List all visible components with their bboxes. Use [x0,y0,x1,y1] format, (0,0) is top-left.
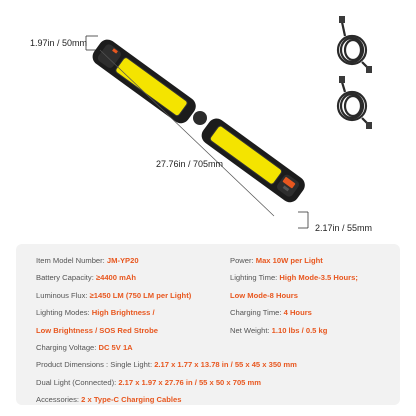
spec-label: Charging Voltage: [36,343,99,352]
height-arrow [298,212,308,228]
spec-row [36,343,133,352]
spec-row [36,326,158,335]
spec-label: Power: [230,256,256,265]
spec-row [230,273,358,282]
work-light-icon [89,36,199,127]
spec-value: 2 x Type-C Charging Cables [81,395,182,405]
spec-value: Low Brightness / SOS Red Strobe [36,325,158,335]
spec-row [36,273,136,282]
spec-row [36,378,261,387]
spec-label: Item Model Number: [36,256,107,265]
spec-value: 2.17 x 1.77 x 13.78 in / 55 x 45 x 350 mm [154,360,297,370]
spec-row [230,291,298,300]
length-arrow [100,50,274,216]
spec-label: Accessories: [36,395,82,405]
height-dimension: 2.17in / 55mm [315,223,373,233]
spec-row [230,308,312,317]
spec-row [36,308,155,317]
spec-row [36,291,191,300]
spec-label: Dual Light (Connected): [36,377,119,387]
spec-value: Max 10W per Light [255,256,323,265]
spec-label: Product Dimensions : Single Light: [36,360,155,370]
spec-value: High Brightness / [91,308,155,318]
spec-value: 1.10 lbs / 0.5 kg [271,325,328,335]
spec-label: Luminous Flux: [36,290,90,300]
spec-value: 4 Hours [283,308,312,318]
usb-type-c-cable-icon [338,16,372,73]
spec-row [230,326,327,335]
spec-row [36,360,297,369]
spec-value: DC 5V 1A [98,343,133,352]
spec-label: Lighting Time: [230,273,280,283]
spec-value: 2.17 x 1.97 x 27.76 in / 55 x 50 x 705 mm [118,377,262,387]
spec-label: Charging Time: [230,308,284,318]
length-dimension: 27.76in / 705mm [156,159,224,169]
spec-value: Low Mode-8 Hours [230,290,298,300]
spec-row [36,395,181,404]
spec-value: JM-YP20 [106,256,139,265]
spec-value: High Mode-3.5 Hours; [279,273,358,283]
spec-label: Lighting Modes: [36,308,92,318]
width-dimension: 1.97in / 50mm [30,38,88,48]
spec-panel [16,244,400,405]
spec-value: ≥1450 LM (750 LM per Light) [89,290,192,300]
spec-label: Net Weight: [230,325,272,335]
spec-row [230,256,323,265]
spec-row [36,256,139,265]
connector-joint [193,111,207,125]
usb-type-c-cable-icon [338,76,372,129]
spec-label: Battery Capacity: [36,273,96,283]
width-arrow [86,36,98,50]
spec-value: ≥4400 mAh [95,273,136,283]
